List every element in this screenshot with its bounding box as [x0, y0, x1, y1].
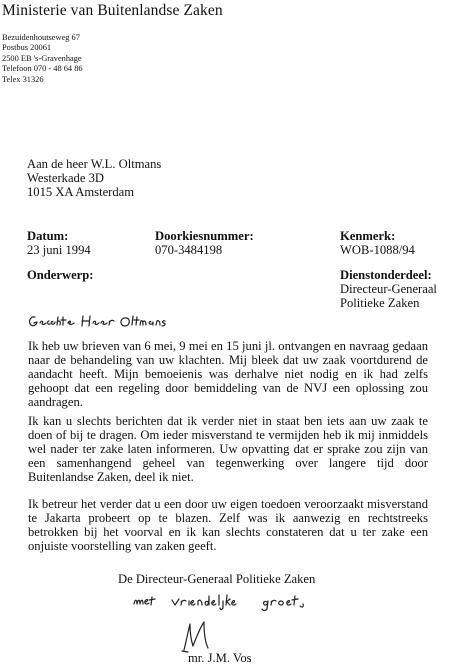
closing-title: De Directeur-Generaal Politieke Zaken [118, 572, 316, 586]
letterhead-address [2, 33, 83, 85]
doorkiesnummer-label: Doorkiesnummer: [155, 229, 254, 243]
kenmerk-label: Kenmerk: [340, 229, 396, 243]
recipient-line: Aan de heer W.L. Oltmans [27, 157, 162, 171]
letter-paragraph: Ik heb uw brieven van 6 mei, 9 mei en 15 juni jl. ontvangen en navraag gedaan naar de behandeling van uw klachten. Mij bleek dat uw zaak voortdurend de aandacht heeft. Mijn bemoeienis was derhalve niet nodig en ik had zelfs gehoopt dat een regeling door bemiddeling van de NVJ een oplossing zou aandragen. [28, 339, 428, 409]
ministry-name: Ministerie van Buitenlandse Zaken [2, 2, 223, 19]
recipient-line: Westerkade 3D [27, 171, 104, 186]
dienstonderdeel-line: Directeur-Generaal [340, 282, 437, 296]
letter-paragraph: Ik betreur het verder dat u een door uw eigen toedoen veroorzaakt misverstand te Jakarta probeert op te blazen. Zelf was ik aanwezig en rechtstreeks betrokken bij het voorval en ik kan slechts constateren dat u ter zake een onjuiste voorstelling van zaken geeft. [28, 497, 428, 553]
doorkiesnummer-value: 070-3484198 [155, 243, 223, 257]
signature [178, 618, 224, 654]
letter-paragraph: Ik kan u slechts berichten dat ik verder niet in staat ben iets aan uw zaak te doen of bij te dragen. Om ieder misverstand te vermijden heb ik mij inmiddels wel nader ter zake laten informeren. Uw opvatting dat er sprake zou zijn van een samenhangend geheel van tegenwerking over langere tijd door Buitenlandse Zaken, deel ik niet. [28, 414, 428, 484]
address-line: Postbus 20061 [2, 43, 52, 53]
address-line: Telex 31326 [2, 74, 44, 84]
recipient-line: 1015 XA Amsterdam [27, 185, 135, 200]
address-line: Telefoon 070 - 48 64 86 [2, 64, 83, 74]
onderwerp-label: Onderwerp: [27, 268, 94, 282]
address-line: 2500 EB 's-Gravenhage [2, 53, 82, 63]
address-line: Bezuidenhoutseweg 67 [2, 33, 80, 42]
dienstonderdeel-line: Politieke Zaken [340, 296, 420, 310]
signatory-name: mr. J.M. Vos [188, 651, 252, 665]
handwritten-closing [132, 592, 332, 612]
handwritten-salutation [27, 312, 167, 332]
kenmerk-value: WOB-1088/94 [340, 243, 415, 257]
recipient-address [27, 157, 161, 200]
datum-value: 23 juni 1994 [27, 243, 91, 257]
dienstonderdeel-label: Dienstonderdeel: [340, 268, 432, 282]
datum-label: Datum: [27, 229, 69, 243]
